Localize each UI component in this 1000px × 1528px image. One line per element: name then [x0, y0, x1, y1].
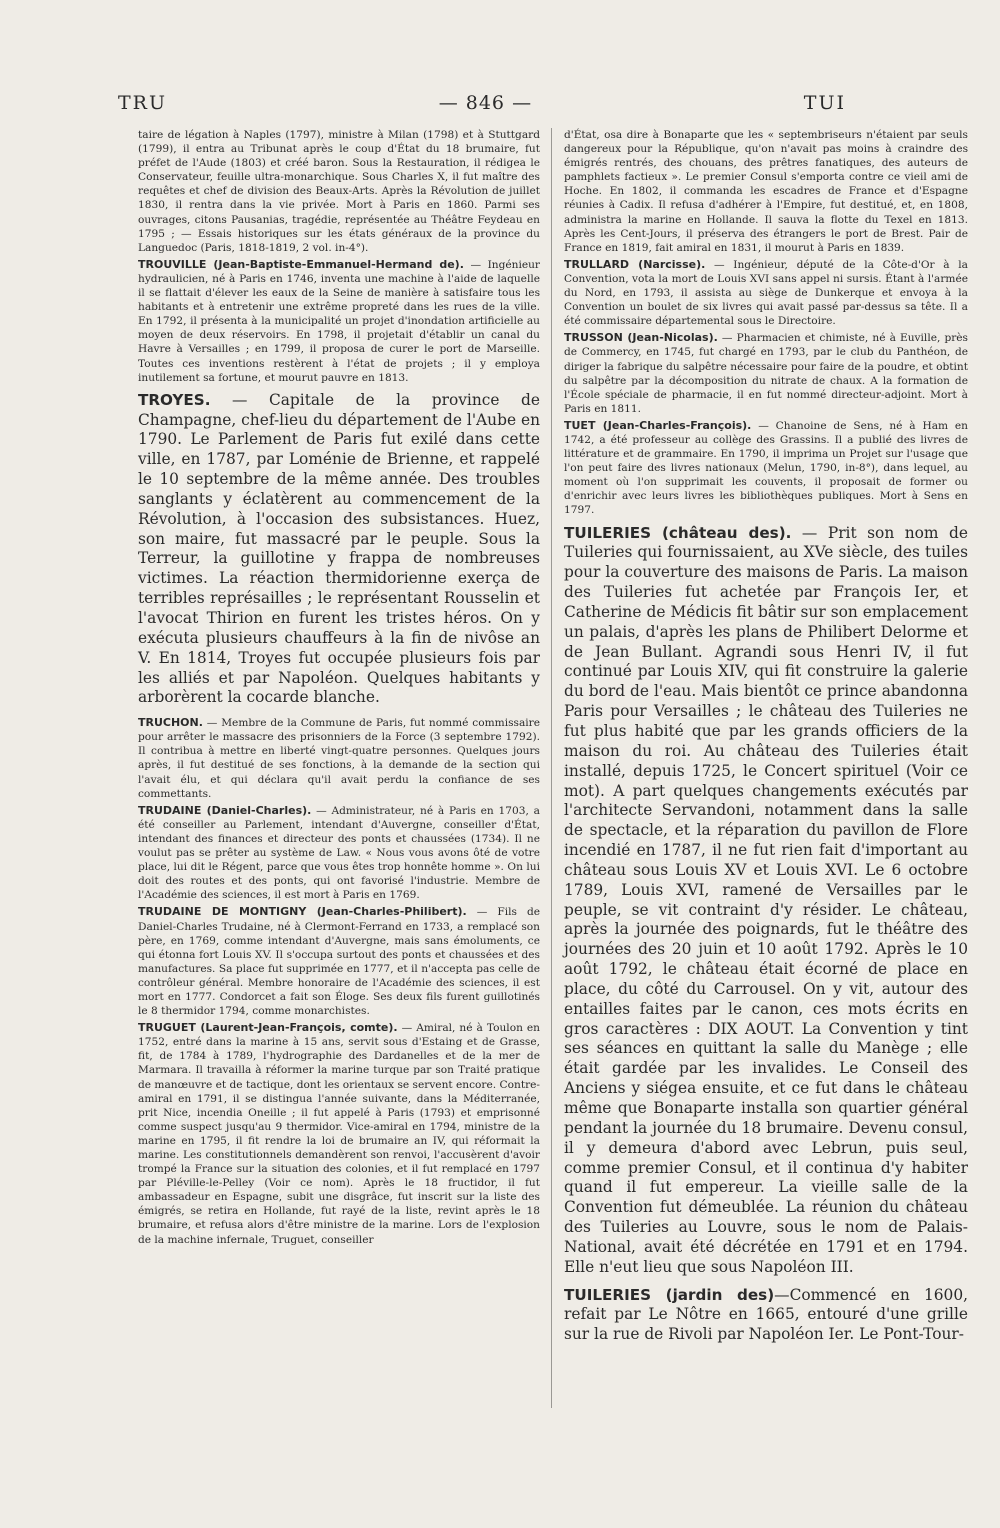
- entry-headword: TRUDAINE (Daniel-Charles).: [138, 803, 312, 817]
- entry-truguet: [138, 1021, 540, 1247]
- entry-text: — Ingénieur, député de la Côte-d'Or à la Convention, vota la mort de Louis XVI sans appel ni sursis. Étant à l'armée du Nord, en 1793, il assista au siège de Dunkerque et envoya à la Convention un boulet de six livres qui avait passé par-dessus sa tête. Il a été commissaire départemental sous le Directoire.: [564, 258, 968, 328]
- entry-text: — Pharmacien et chimiste, né à Euville, près de Commercy, en 1745, fut chargé en 1793, par le club du Panthéon, de diriger la fabrique du salpêtre nécessaire pour faire de la poudre, et obtint du salpêtre par la décomposition du nitrate de chaux. A la formation de l'École spéciale de pharmacie, il en fut nommé directeur-adjoint. Mort à Paris en 1811.: [564, 332, 968, 415]
- entry-tuet: [564, 419, 968, 518]
- entry-trouville: [138, 258, 540, 385]
- entry-continuation: [564, 128, 968, 255]
- entry-text: — Ingénieur hydraulicien, né à Paris en 1746, inventa une machine à l'aide de laquelle il se flattait d'élever les eaux de la Seine de manière à satisfaire tous les habitants et à entretenir une extrême propreté dans les rues de la ville. En 1792, il présenta à la municipalité un projet d'inondation artificielle au moyen de deux réservoirs. En 1798, il projetait d'établir un canal du Havre à Versailles ; en 1799, il proposa de curer le port de Marseille. Toutes ces inventions restèrent à l'état de projets ; il y employa inutilement sa fortune, et mourut pauvre en 1813.: [138, 258, 540, 384]
- entry-text: — Fils de Daniel-Charles Trudaine, né à Clermont-Ferrand en 1733, a remplacé son père, en 1769, comme intendant d'Auvergne, mais sans émoluments, ce qui étonna fort Louis XV. Il s'occupa surtout des ponts et chaussées et des manufactures. Sa place fut supprimée en 1777, et il n'accepta pas celle de contrôleur général. Membre honoraire de l'Académie des sciences, il est mort en 1777. Condorcet a fait son Éloge. Ses deux fils furent guillotinés le 8 thermidor 1794, comme monarchistes.: [138, 906, 540, 1018]
- entry-troyes: [138, 391, 540, 709]
- entry-text: taire de légation à Naples (1797), ministre à Milan (1798) et à Stuttgard (1799), il entra au Tribunat après le coup d'État du 18 brumaire, fut préfet de l'Aude (1803) et créé baron. Sous la Restauration, il rédigea le Conservateur, feuille ultra-monarchique. Sous Charles X, il fut maître des requêtes et chef de division des Beaux-Arts. Après la Révolution de juillet 1830, il rentra dans la vie privée. Mort à Paris en 1860. Parmi ses ouvrages, citons Pausanias, tragédie, représentée au Théâtre Feydeau en 1795 ; — Essais historiques sur les états généraux de la province du Languedoc (Paris, 1818-1819, 2 vol. in-4°).: [138, 129, 540, 254]
- entry-text: — Administrateur, né à Paris en 1703, a été conseiller au Parlement, intendant d'Auvergne, conseiller d'État, intendant des finances et directeur des ponts et chaussées (1734). Il ne voulut pas se prêter au système de Law. « Nous vous avons ôté de votre place, lui dit le Régent, parce que vous êtes trop honnête homme ». On lui doit des routes et des ponts, qui ont favorisé l'industrie. Membre de l'Académie des sciences, il est mort à Paris en 1769.: [138, 804, 540, 902]
- header-right: TUI: [803, 92, 846, 114]
- entry-trullard: [564, 258, 968, 328]
- entry-text: — Capitale de la province de Champagne, chef-lieu du département de l'Aube en 1790. Le Parlement de Paris fut exilé dans cette ville, en 1787, par Loménie de Brienne, et rappelé le 10 septembre de la même année. Des troubles sanglants y éclatèrent au commencement de la Révolution, à l'occasion des subsistances. Huez, son maire, fut massacré par le peuple. Sous la Terreur, la guillotine y frappa de nombreuses victimes. La réaction thermidorienne exerça de terribles représailles ; le représentant Rousselin et l'avocat Thirion en furent les tristes héros. On y exécuta plusieurs chauffeurs à la fin de nivôse an V. En 1814, Troyes fut occupée plusieurs fois par les alliés et par Napoléon. Quelques habitants y arborèrent la cocarde blanche.: [138, 390, 540, 707]
- entry-text: d'État, osa dire à Bonaparte que les « septembriseurs n'étaient par seuls dangereux pour la République, qu'on n'avait pas moins à craindre des émigrés rentrés, des chouans, des prêtres fanatiques, des auteurs de pamphlets factieux ». Le premier Consul s'emporta contre ce vieil ami de Hoche. En 1802, il commanda les escadres de France et d'Espagne réunies à Cadix. Il refusa d'adhérer à l'Empire, fut destitué, et, en 1808, administra la marine en Hollande. Il sauva la flotte du Texel en 1813. Après les Cent-Jours, il préserva des étrangers le port de Brest. Pair de France en 1819, fait amiral en 1831, il mourut à Paris en 1839.: [564, 129, 968, 254]
- entry-headword: TROYES.: [138, 390, 211, 409]
- entry-headword: TUILERIES (château des).: [564, 523, 792, 542]
- entry-headword: TRUCHON.: [138, 716, 203, 730]
- entry-headword: TRUSSON (Jean-Nicolas).: [564, 331, 718, 345]
- page-number: — 846 —: [438, 92, 533, 114]
- entry-continuation: [138, 128, 540, 255]
- entry-tuileries-jardin: [564, 1286, 968, 1346]
- entry-headword: TRUGUET (Laurent-Jean-François, comte).: [138, 1021, 398, 1035]
- entry-headword: TRULLARD (Narcisse).: [564, 257, 706, 271]
- entry-text: — Prit son nom de Tuileries qui fournissaient, au XVe siècle, des tuiles pour la couverture des maisons de Paris. La maison des Tuileries fut achetée par François Ier, et Catherine de Médicis fit bâtir sur son emplacement un palais, d'après les plans de Philibert Delorme et de Jean Bullant. Agrandi sous Henri IV, il fut continué par Louis XIV, qui fit construire la galerie du bord de l'eau. Mais bientôt ce prince abandonna Paris pour Versailles ; le château des Tuileries ne fut plus habité que par les grands officiers de la maison du roi. Au château des Tuileries était installé, depuis 1725, le Concert spirituel (Voir ce mot). A part quelques changements exécutés par l'architecte Servandoni, notamment dans la salle de spectacle, et la réparation du pavillon de Flore incendié en 1787, il ne fut rien fait d'important au château sous Louis XV et Louis XVI. Le 6 octobre 1789, Louis XVI, ramené de Versailles par le peuple, se vit contraint d'y résider. Le château, après la journée des poignards, fut le théâtre des journées des 20 juin et 10 août 1792. Après le 10 août 1792, le château était écorné de place en place, du côté du Carrousel. On y vit, autour des entailles faites par le canon, ces mots écrits en gros caractères : DIX AOUT. La Convention y tint ses séances en quittant la salle du Manège ; elle était gardée par les invalides. Le Conseil des Anciens y siégea ensuite, et ce fut dans le château même que Bonaparte installa son quartier général pendant la journée du 18 brumaire. Devenu consul, il y demeura d'abord avec Lebrun, puis seul, comme premier Consul, et il continua d'y habiter quand il fut empereur. La vieille salle de la Convention fut démeublée. La réunion du château des Tuileries au Louvre, sous le nom de Palais-National, avait été décrétée en 1791 et en 1794. Elle n'eut lieu que sous Napoléon III.: [564, 523, 968, 1276]
- entry-trudaine-montigny: [138, 905, 540, 1018]
- running-header: [118, 88, 846, 118]
- entry-trusson: [564, 331, 968, 416]
- entry-text: — Membre de la Commune de Paris, fut nommé commissaire pour arrêter le massacre des prisonniers de la Force (3 septembre 1792). Il contribua à mettre en liberté vingt-quatre personnes. Quelques jours après, il fut destitué de ses fonctions, à la demande de la section qui l'avait élu, et qui déclara qu'il avait perdu la confiance de ses commettants.: [138, 717, 540, 800]
- entry-headword: TRUDAINE DE MONTIGNY (Jean-Charles-Philibert).: [138, 905, 467, 919]
- entry-text: —Commencé en 1600, refait par Le Nôtre en 1665, entouré d'une grille sur la rue de Rivoli par Napoléon Ier. Le Pont-Tour-: [564, 1285, 969, 1344]
- column-divider: [551, 128, 552, 1408]
- entry-trudaine: [138, 804, 540, 903]
- entry-truchon: [138, 716, 540, 801]
- entry-headword: TUILERIES (jardin des): [564, 1285, 775, 1304]
- left-column: [138, 128, 540, 1250]
- entry-headword: TROUVILLE (Jean-Baptiste-Emmanuel-Hermand de).: [138, 257, 464, 271]
- header-left: TRU: [118, 92, 167, 114]
- entry-headword: TUET (Jean-Charles-François).: [564, 418, 752, 432]
- right-column: [564, 128, 968, 1348]
- entry-tuileries-chateau: [564, 524, 968, 1278]
- entry-text: — Chanoine de Sens, né à Ham en 1742, a été professeur au collège des Grassins. Il a publié des livres de littérature et de grammaire. En 1790, il imprima un Projet sur l'usage que l'on peut faire des livres nationaux (Melun, 1790, in-8°), dans lequel, au moment où l'on supprimait les couvents, il proposait de former ou d'enrichir avec leurs livres les bibliothèques publiques. Mort à Sens en 1797.: [564, 419, 968, 517]
- entry-text: — Amiral, né à Toulon en 1752, entré dans la marine à 15 ans, servit sous d'Estaing et de Grasse, fit, de 1784 à 1789, l'hydrographie des Dardanelles et de la mer de Marmara. Il travailla à réformer la marine turque par son Traité pratique de manœuvre et de tactique, dont les orientaux se servent encore. Contre-amiral en 1791, il se distingua l'année suivante, dans la Méditerranée, prit Nice, incendia Oneille ; il fut appelé à Paris (1793) et emprisonné comme suspect jusqu'au 9 thermidor. Vice-amiral en 1794, ministre de la marine en 1795, il fit rendre la loi de brumaire an IV, qui réformait la marine. Les constitutionnels demandèrent son renvoi, l'accusèrent d'avoir trompé la France sur la situation des colonies, et il fut remplacé en 1797 par Pléville-le-Pelley (Voir ce nom). Après le 18 fructidor, il fut ambassadeur en Espagne, subit une disgrâce, fut inscrit sur la liste des émigrés, se retira en Hollande, fut rayé de la liste, revint après le 18 brumaire, et refusa alors d'être ministre de la marine. Lors de l'explosion de la machine infernale, Truguet, conseiller: [138, 1022, 540, 1246]
